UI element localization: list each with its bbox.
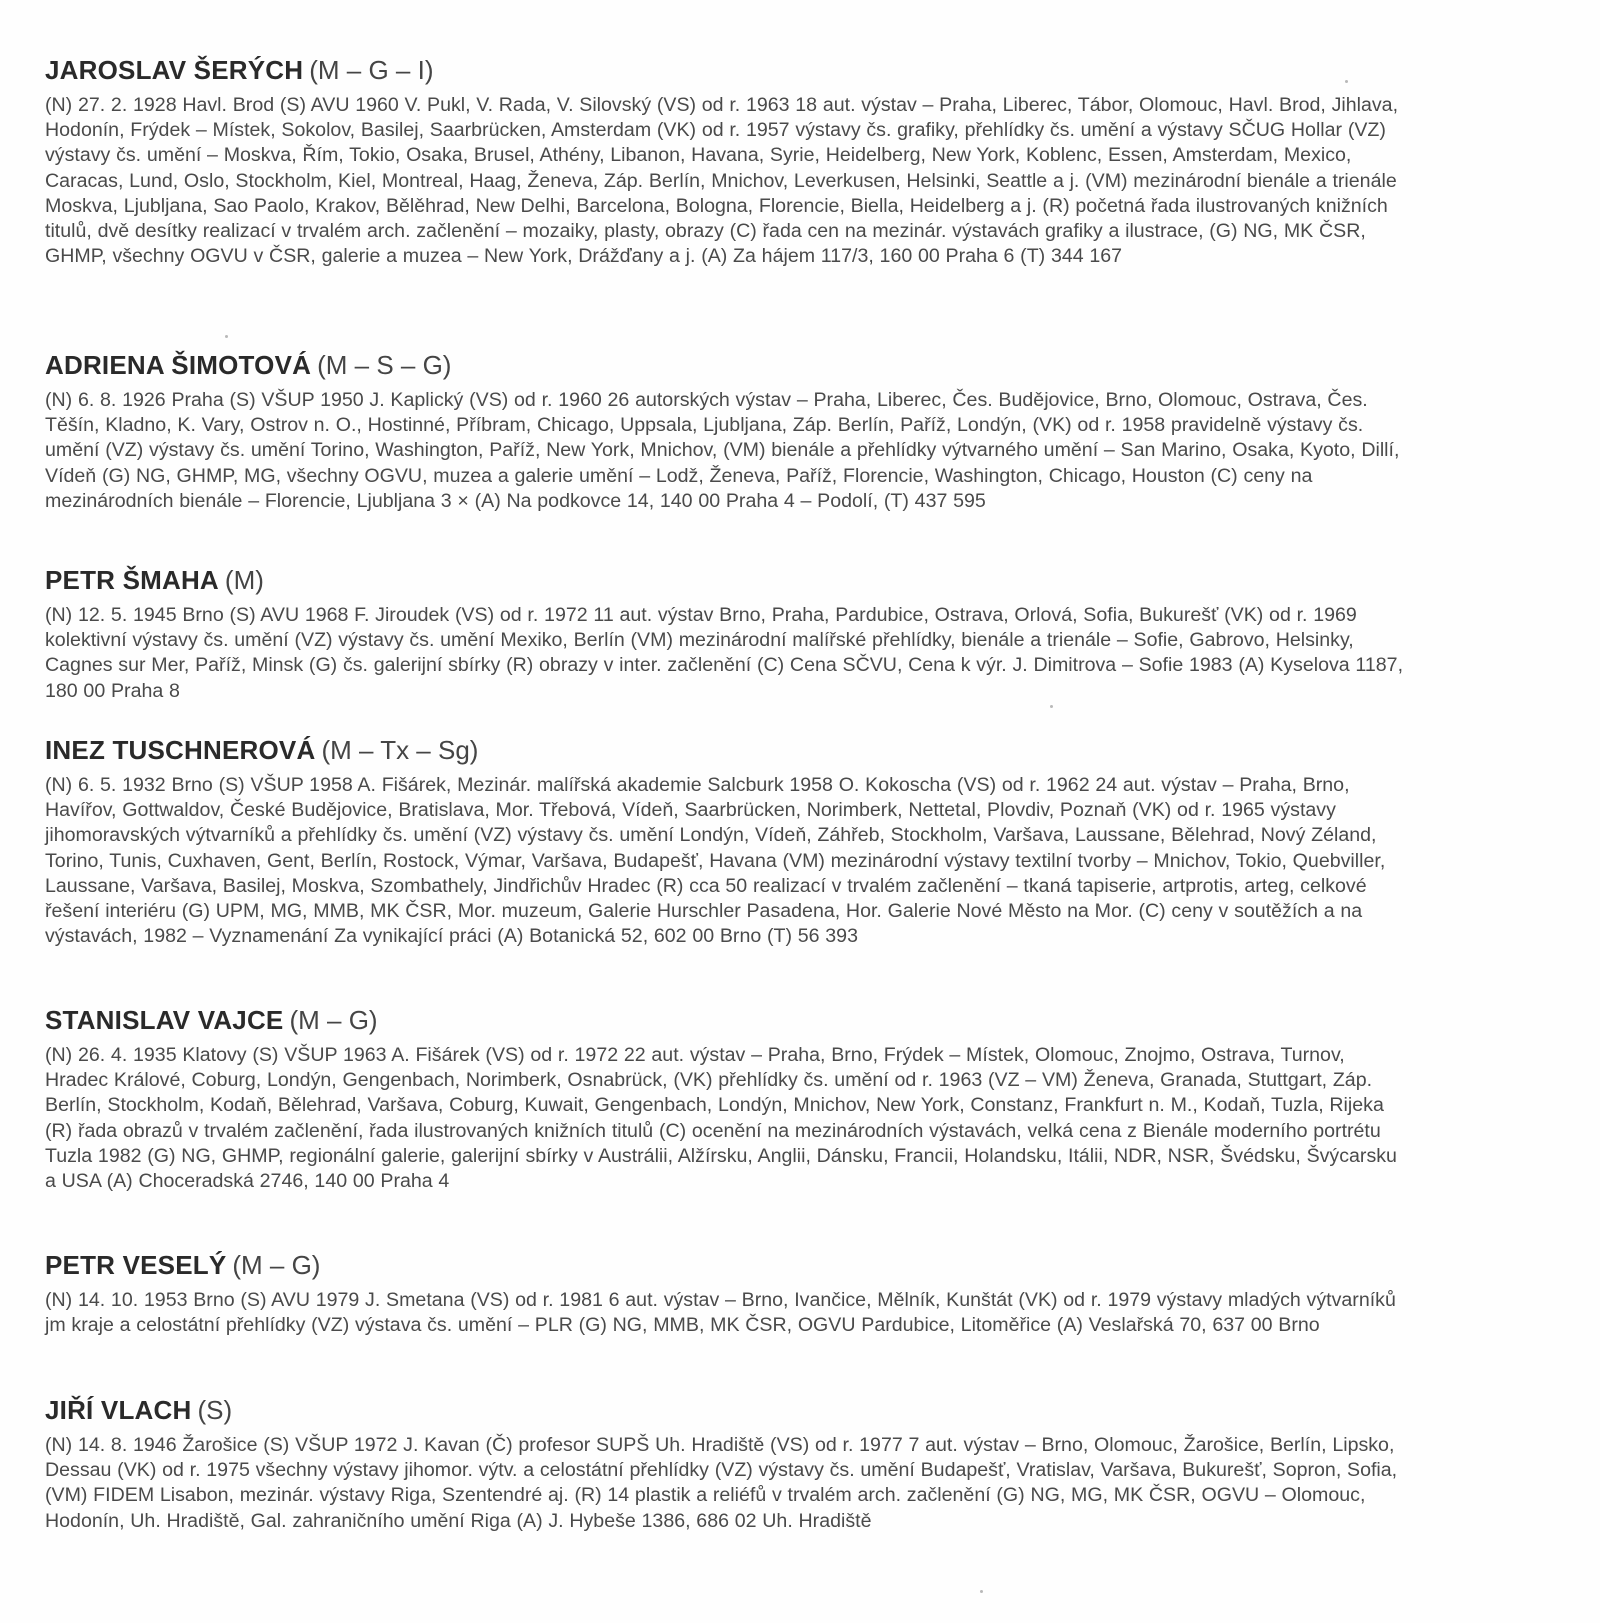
artist-entry-serych [45, 55, 1410, 269]
artist-name: JAROSLAV ŠERÝCH [45, 55, 304, 85]
artist-media-codes: (S) [197, 1395, 233, 1425]
artist-entry-vlach [45, 1395, 1410, 1534]
artist-entry-simotova [45, 350, 1410, 514]
artist-biography: (N) 6. 8. 1926 Praha (S) VŠUP 1950 J. Kaplický (VS) od r. 1960 26 autorských výstav – Praha, Liberec, Čes. Budějovice, Brno, Olomouc, Ostrava, Čes. Těšín, Kladno, K. Vary, Ostrov n. O., Hostinné, Příbram, Chicago, Uppsala, Ljubljana, Záp. Berlín, Paříž, Londýn, (VK) od r. 1958 pravidelně výstavy čs. umění (VZ) výstavy čs. umění Torino, Washington, Paříž, New York, Mnichov, (VM) bienále a přehlídky výtvarného umění – San Marino, Osaka, Kyoto, Dillí, Vídeň (G) NG, GHMP, MG, všechny OGVU, muzea a galerie umění – Lodž, Ženeva, Paříž, Florencie, Washington, Chicago, Houston (C) ceny na mezinárodních bienále – Florencie, Ljubljana 3 × (A) Na podkovce 14, 140 00 Praha 4 – Podolí, (T) 437 595 [45, 389, 1400, 512]
artist-biography: (N) 27. 2. 1928 Havl. Brod (S) AVU 1960 V. Pukl, V. Rada, V. Silovský (VS) od r. 1963 18 aut. výstav – Praha, Liberec, Tábor, Olomouc, Havl. Brod, Jihlava, Hodonín, Frýdek – Místek, Sokolov, Basilej, Saarbrücken, Amsterdam (VK) od r. 1957 výstavy čs. grafiky, přehlídky čs. umění a výstavy SČUG Hollar (VZ) výstavy čs. umění – Moskva, Řím, Tokio, Osaka, Brusel, Athény, Libanon, Havana, Syrie, Heidelberg, New York, Koblenc, Essen, Amsterdam, Mexico, Caracas, Lund, Oslo, Stockholm, Kiel, Montreal, Haag, Ženeva, Záp. Berlín, Mnichov, Leverkusen, Helsinki, Seattle a j. (VM) mezinárodní bienále a trienále Moskva, Ljubljana, Sao Paolo, Krakov, Bělěhrad, New Delhi, Barcelona, Bologna, Florencie, Biella, Heidelberg a j. (R) početná řada ilustrovaných knižních titulů, dvě desítky realizací v trvalém arch. začlenění – mozaiky, plasty, obrazy (C) řada cen na mezinár. výstavách grafiky a ilustrace, (G) NG, MK ČSR, GHMP, všechny OGVU v ČSR, galerie a muzea – New York, Drážďany a j. (A) Za hájem 117/3, 160 00 Praha 6 (T) 344 167 [45, 94, 1399, 268]
artist-heading [45, 1395, 1410, 1425]
artist-heading [45, 350, 1410, 380]
artist-biography: (N) 14. 8. 1946 Žarošice (S) VŠUP 1972 J. Kavan (Č) profesor SUPŠ Uh. Hradiště (VS) od r. 1977 7 aut. výstav – Brno, Olomouc, Žarošice, Berlín, Lipsko, Dessau (VK) od r. 1975 všechny výstavy jihomor. výtv. a celostátní přehlídky (VZ) výstavy čs. umění Budapešť, Vratislav, Varšava, Bukurešť, Sopron, Sofia, (VM) FIDEM Lisabon, mezinár. výstavy Riga, Szentendré aj. (R) 14 plastik a reliéfů v trvalém arch. začlenění (G) NG, MG, MK ČSR, OGVU – Olomouc, Hodonín, Uh. Hradiště, Gal. zahraničního umění Riga (A) J. Hybeše 1386, 686 02 Uh. Hradiště [45, 1434, 1398, 1532]
artist-heading [45, 1250, 1410, 1280]
artist-heading [45, 1005, 1410, 1035]
artist-entry-vajce [45, 1005, 1410, 1194]
artist-biography: (N) 26. 4. 1935 Klatovy (S) VŠUP 1963 A. Fišárek (VS) od r. 1972 22 aut. výstav – Praha, Brno, Frýdek – Místek, Olomouc, Znojmo, Ostrava, Turnov, Hradec Králové, Coburg, Londýn, Gengenbach, Norimberk, Osnabrück, (VK) přehlídky čs. umění od r. 1963 (VZ – VM) Ženeva, Granada, Stuttgart, Záp. Berlín, Stockholm, Kodaň, Bělehrad, Varšava, Coburg, Kuwait, Gengenbach, Londýn, Mnichov, New York, Constanz, Frankfurt n. M., Kodaň, Tuzla, Rijeka (R) řada obrazů v trvalém začlenění, řada ilustrovaných knižních titulů (C) ocenění na mezinárodních výstavách, velká cena z Bienále moderního portrétu Tuzla 1982 (G) NG, GHMP, regionální galerie, galerijní sbírky v Austrálii, Alžírsku, Anglii, Dánsku, Francii, Holandsku, Itálii, NDR, NSR, Švédsku, Švýcarsku a USA (A) Choceradská 2746, 140 00 Praha 4 [45, 1044, 1397, 1193]
artist-name: STANISLAV VAJCE [45, 1005, 284, 1035]
artist-media-codes: (M – G) [232, 1250, 321, 1280]
artist-name: ADRIENA ŠIMOTOVÁ [45, 350, 312, 380]
scan-speck [980, 1590, 983, 1593]
scan-speck [1050, 705, 1053, 708]
artist-name: PETR VESELÝ [45, 1250, 227, 1280]
artist-name: JIŘÍ VLACH [45, 1395, 192, 1425]
artist-heading [45, 565, 1410, 595]
artist-name: PETR ŠMAHA [45, 565, 219, 595]
artist-entry-smaha [45, 565, 1410, 704]
artist-biography: (N) 6. 5. 1932 Brno (S) VŠUP 1958 A. Fišárek, Mezinár. malířská akademie Salcburk 1958 O. Kokoscha (VS) od r. 1962 24 aut. výstav – Praha, Brno, Havířov, Gottwaldov, České Budějovice, Bratislava, Mor. Třebová, Vídeň, Saarbrücken, Norimberk, Nettetal, Plovdiv, Poznaň (VK) od r. 1965 výstavy jihomoravských výtvarníků a přehlídky čs. umění (VZ) výstavy čs. umění Londýn, Vídeň, Záhřeb, Stockholm, Varšava, Laussane, Bělehrad, Nový Zéland, Torino, Tunis, Cuxhaven, Gent, Berlín, Rostock, Výmar, Varšava, Budapešť, Havana (VM) mezinárodní výstavy textilní tvorby – Mnichov, Tokio, Quebviller, Laussane, Varšava, Basilej, Moskva, Szombathely, Jindřichův Hradec (R) cca 50 realizací v trvalém začlenění – tkaná tapiserie, artprotis, arteg, celkové řešení interiéru (G) UPM, MG, MMB, MK ČSR, Mor. muzeum, Galerie Hurschler Pasadena, Hor. Galerie Nové Město na Mor. (C) ceny v soutěžích a na výstavách, 1982 – Vyznamenání Za vynikající práci (A) Botanická 52, 602 00 Brno (T) 56 393 [45, 774, 1386, 948]
artist-media-codes: (M – G) [289, 1005, 378, 1035]
artist-biography: (N) 12. 5. 1945 Brno (S) AVU 1968 F. Jiroudek (VS) od r. 1972 11 aut. výstav Brno, Praha, Pardubice, Ostrava, Orlová, Sofia, Bukurešť (VK) od r. 1969 kolektivní výstavy čs. umění (VZ) výstavy čs. umění Mexiko, Berlín (VM) mezinárodní malířské přehlídky, bienále a trienále – Sofie, Gabrovo, Helsinky, Cagnes sur Mer, Paříž, Minsk (G) čs. galerijní sbírky (R) obrazy v inter. začlenění (C) Cena SČVU, Cena k výr. J. Dimitrova – Sofie 1983 (A) Kyselova 1187, 180 00 Praha 8 [45, 604, 1404, 702]
scan-speck [225, 335, 228, 338]
artist-entry-tuschnerova [45, 735, 1410, 949]
artist-entry-vesely [45, 1250, 1410, 1338]
artist-name: INEZ TUSCHNEROVÁ [45, 735, 316, 765]
artist-heading [45, 735, 1410, 765]
artist-heading [45, 55, 1410, 85]
artist-media-codes: (M – S – G) [317, 350, 452, 380]
artist-media-codes: (M – Tx – Sg) [321, 735, 479, 765]
artist-biography: (N) 14. 10. 1953 Brno (S) AVU 1979 J. Smetana (VS) od r. 1981 6 aut. výstav – Brno, Ivančice, Mělník, Kunštát (VK) od r. 1979 výstavy mladých výtvarníků jm kraje a celostátní přehlídky (VZ) výstava čs. umění – PLR (G) NG, MMB, MK ČSR, OGVU Pardubice, Litoměřice (A) Veslařská 70, 637 00 Brno [45, 1289, 1396, 1337]
artist-media-codes: (M) [224, 565, 264, 595]
artist-media-codes: (M – G – I) [309, 55, 434, 85]
scan-speck [1345, 80, 1348, 83]
